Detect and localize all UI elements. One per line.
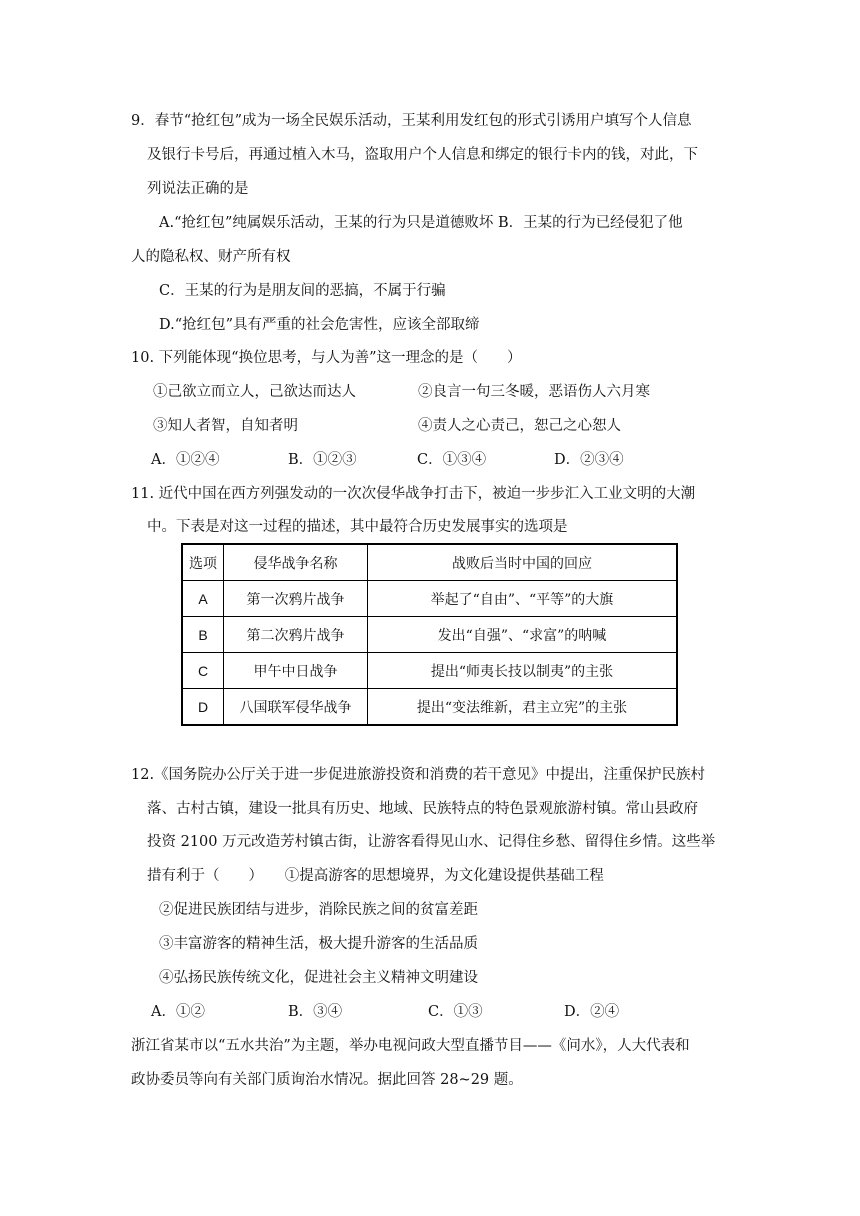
table-cell-response: 提出“师夷长技以制夷”的主张 <box>368 653 678 689</box>
q11-table <box>181 543 678 726</box>
q10-option-c: C．①③④ <box>417 452 487 468</box>
table-cell-war: 第一次鸦片战争 <box>224 581 368 617</box>
q12-stem-line-2: 落、古村古镇，建设一批具有历史、地域、民族特点的特色景观旅游村镇。常山县政府 <box>147 801 698 817</box>
q10-item-2: ②良言一句三冬暖，恶语伤人六月寒 <box>418 384 650 400</box>
q9-option-a: A.“抢红包”纯属娱乐活动，王某的行为只是道德败坏 B．王某的行为已经侵犯了他 <box>159 215 683 231</box>
table-cell-war: 甲午中日战争 <box>224 653 368 689</box>
q12-option-c: C．①③ <box>428 1004 483 1020</box>
table-header-row <box>182 544 677 581</box>
q12-option-d: D．②④ <box>564 1004 620 1020</box>
q9-option-b-cont: 人的隐私权、财产所有权 <box>131 249 291 265</box>
q10-option-d: D．②③④ <box>554 452 624 468</box>
table-cell-war: 第二次鸦片战争 <box>224 617 368 653</box>
q11-stem-line-1: 11. 近代中国在西方列强发动的一次次侵华战争打击下，被迫一步步汇入工业文明的大潮 <box>131 486 696 502</box>
q9-stem-line-3: 列说法正确的是 <box>147 181 249 197</box>
q12-option-b: B．③④ <box>288 1004 343 1020</box>
table-cell-option: A <box>182 581 224 617</box>
q12-stem-line-1: 12.《国务院办公厅关于进一步促进旅游投资和消费的若干意见》中提出，注重保护民族村 <box>131 767 706 783</box>
table-cell-option: C <box>182 653 224 689</box>
table-row <box>182 581 677 617</box>
table-header-cell: 侵华战争名称 <box>224 544 368 581</box>
q10-item-3: ③知人者智，自知者明 <box>153 418 298 434</box>
material-line-2: 政协委员等向有关部门质询治水情况。据此回答 28~29 题。 <box>131 1072 523 1088</box>
table-cell-response: 发出“自强”、“求富”的呐喊 <box>368 617 678 653</box>
q12-item-3: ③丰富游客的精神生活，极大提升游客的生活品质 <box>159 936 478 952</box>
q12-stem-line-3: 投资 2100 万元改造芳村镇古街，让游客看得见山水、记得住乡愁、留得住乡情。这些举 <box>147 834 716 850</box>
q9-option-c: C．王某的行为是朋友间的恶搞，不属于行骗 <box>159 283 446 299</box>
q10-item-4: ④责人之心责己，恕己之心恕人 <box>418 418 621 434</box>
q11-stem-line-2: 中。下表是对这一过程的描述，其中最符合历史发展事实的选项是 <box>147 519 568 535</box>
table-row <box>182 689 677 726</box>
q12-item-4: ④弘扬民族传统文化，促进社会主义精神文明建设 <box>159 970 478 986</box>
q12-option-a: A．①② <box>151 1004 205 1020</box>
table-header-cell: 选项 <box>182 544 224 581</box>
q9-stem-line-1: 9．春节“抢红包”成为一场全民娱乐活动，王某利用发红包的形式引诱用户填写个人信息 <box>131 113 692 129</box>
q12-item-2: ②促进民族团结与进步，消除民族之间的贫富差距 <box>159 902 478 918</box>
table-header-cell: 战败后当时中国的回应 <box>368 544 678 581</box>
material-line-1: 浙江省某市以“五水共治”为主题，举办电视问政大型直播节目——《问水》，人大代表和 <box>131 1038 690 1054</box>
q10-item-1: ①己欲立而立人，己欲达而达人 <box>153 384 356 400</box>
q10-option-a: A．①②④ <box>151 452 220 468</box>
q10-stem: 10. 下列能体现“换位思考，与人为善”这一理念的是（ ） <box>131 350 522 366</box>
table-cell-option: D <box>182 689 224 726</box>
q9-option-d: D.“抢红包”具有严重的社会危害性，应该全部取缔 <box>159 317 480 333</box>
table-cell-option: B <box>182 617 224 653</box>
q10-option-b: B．①②③ <box>288 452 357 468</box>
table-row <box>182 617 677 653</box>
q9-stem-line-2: 及银行卡号后，再通过植入木马，盗取用户个人信息和绑定的银行卡内的钱，对此，下 <box>147 147 698 163</box>
table-cell-response: 提出“变法维新，君主立宪”的主张 <box>368 689 678 726</box>
table-row <box>182 653 677 689</box>
q12-stem-line-4: 措有利于（ ） ①提高游客的思想境界，为文化建设提供基础工程 <box>147 868 604 884</box>
table-cell-war: 八国联军侵华战争 <box>224 689 368 726</box>
table-cell-response: 举起了“自由”、“平等”的大旗 <box>368 581 678 617</box>
